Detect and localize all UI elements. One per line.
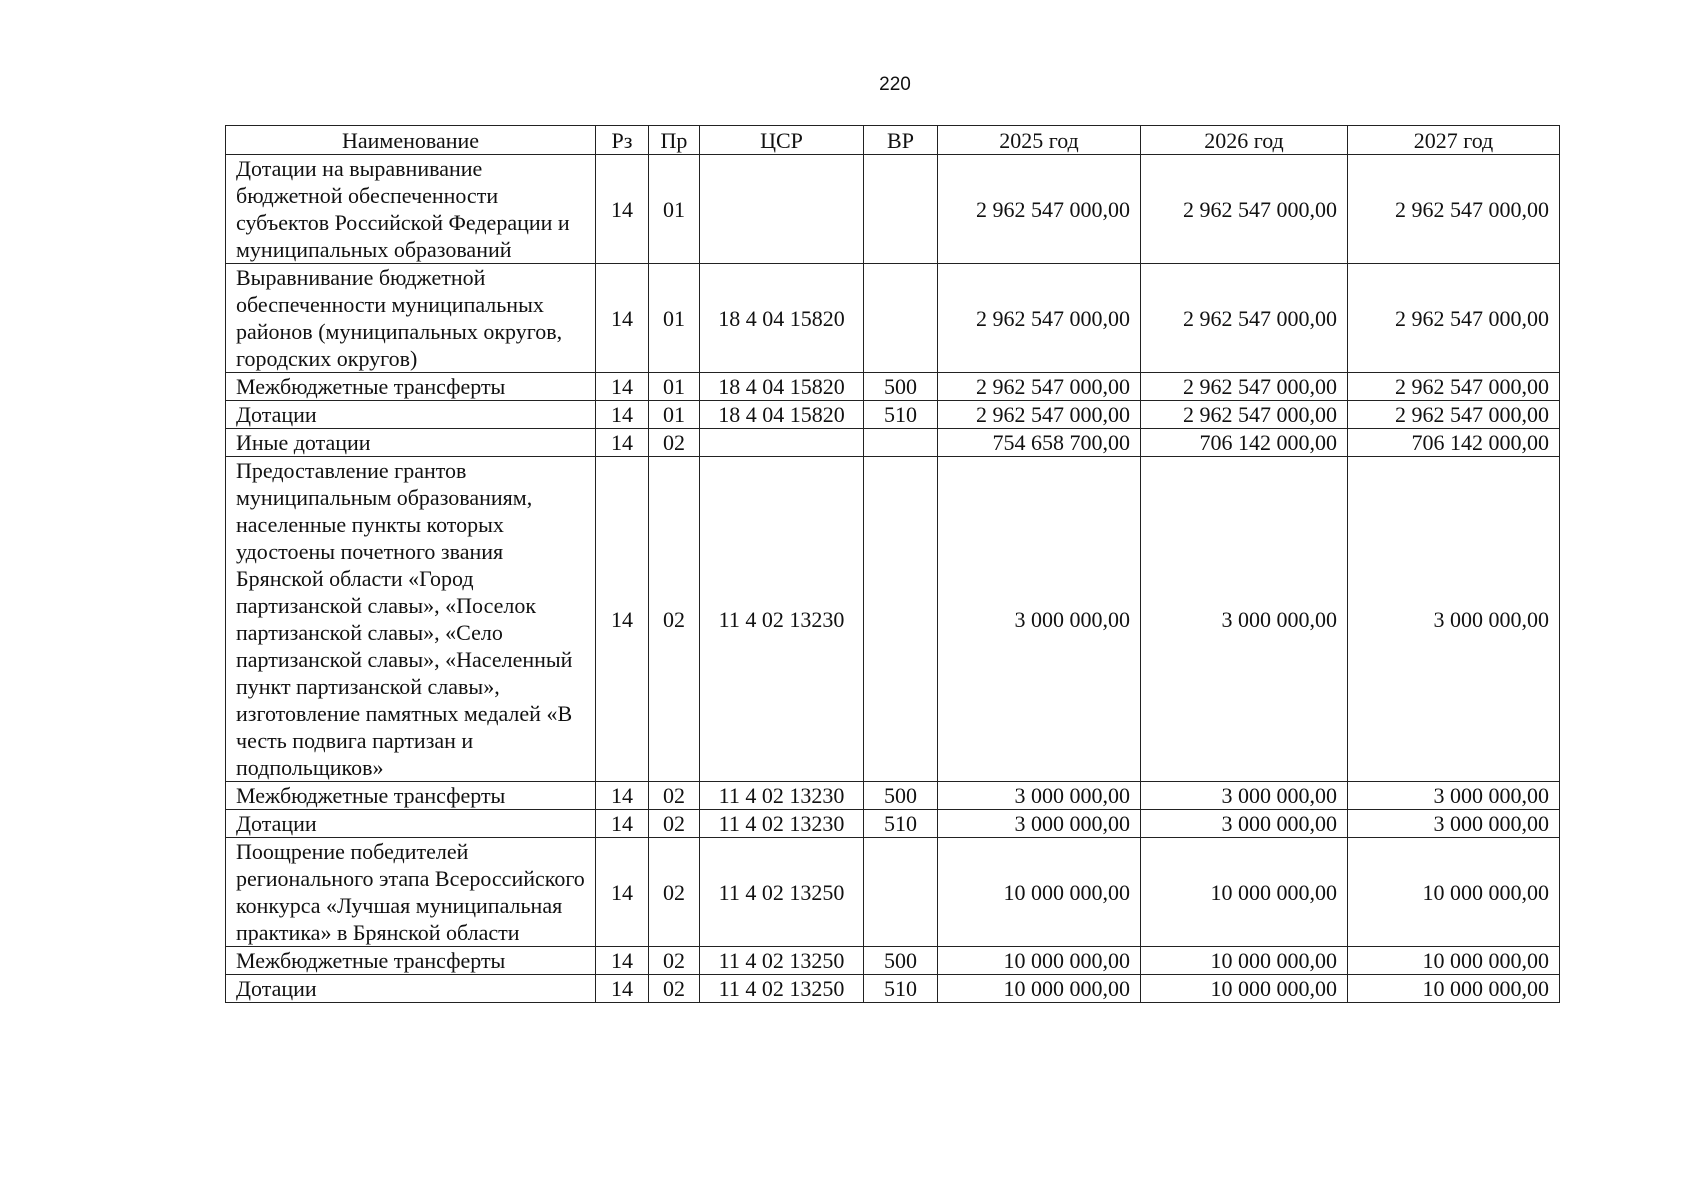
cell-name: Дотации на выравнивание бюджетной обеспеченности субъектов Российской Федерации и муниципальных образований (226, 155, 596, 264)
cell-2025: 2 962 547 000,00 (938, 373, 1141, 401)
cell-csr (700, 429, 864, 457)
table-row (226, 810, 1560, 838)
cell-2025: 2 962 547 000,00 (938, 264, 1141, 373)
cell-rz: 14 (596, 947, 649, 975)
cell-name: Межбюджетные трансферты (226, 373, 596, 401)
cell-pr: 02 (649, 947, 700, 975)
cell-vr (864, 429, 938, 457)
header-2026: 2026 год (1141, 126, 1348, 155)
cell-vr: 500 (864, 782, 938, 810)
cell-csr: 11 4 02 13250 (700, 947, 864, 975)
cell-2025: 10 000 000,00 (938, 838, 1141, 947)
cell-csr: 11 4 02 13230 (700, 457, 864, 782)
cell-rz: 14 (596, 457, 649, 782)
cell-pr: 01 (649, 155, 700, 264)
cell-vr: 510 (864, 401, 938, 429)
table-row (226, 155, 1560, 264)
table-row (226, 401, 1560, 429)
cell-vr: 510 (864, 975, 938, 1003)
cell-2025: 10 000 000,00 (938, 947, 1141, 975)
header-rz: Рз (596, 126, 649, 155)
cell-csr: 18 4 04 15820 (700, 401, 864, 429)
cell-name: Дотации (226, 401, 596, 429)
header-vr: ВР (864, 126, 938, 155)
cell-2026: 3 000 000,00 (1141, 810, 1348, 838)
cell-name: Межбюджетные трансферты (226, 782, 596, 810)
cell-rz: 14 (596, 838, 649, 947)
table-row (226, 264, 1560, 373)
cell-rz: 14 (596, 264, 649, 373)
cell-2025: 3 000 000,00 (938, 782, 1141, 810)
cell-2026: 10 000 000,00 (1141, 838, 1348, 947)
cell-pr: 01 (649, 401, 700, 429)
table-row (226, 457, 1560, 782)
cell-vr (864, 155, 938, 264)
cell-pr: 02 (649, 457, 700, 782)
cell-2025: 3 000 000,00 (938, 810, 1141, 838)
cell-rz: 14 (596, 782, 649, 810)
table-row (226, 975, 1560, 1003)
cell-rz: 14 (596, 401, 649, 429)
cell-csr: 11 4 02 13230 (700, 782, 864, 810)
table-row (226, 429, 1560, 457)
cell-pr: 02 (649, 975, 700, 1003)
cell-name: Межбюджетные трансферты (226, 947, 596, 975)
cell-2026: 3 000 000,00 (1141, 782, 1348, 810)
cell-pr: 02 (649, 429, 700, 457)
cell-2027: 2 962 547 000,00 (1348, 155, 1560, 264)
cell-2026: 2 962 547 000,00 (1141, 264, 1348, 373)
cell-2027: 706 142 000,00 (1348, 429, 1560, 457)
cell-2027: 10 000 000,00 (1348, 975, 1560, 1003)
table-header-row (226, 126, 1560, 155)
cell-2025: 10 000 000,00 (938, 975, 1141, 1003)
table-row (226, 782, 1560, 810)
cell-2026: 2 962 547 000,00 (1141, 401, 1348, 429)
cell-2027: 10 000 000,00 (1348, 838, 1560, 947)
cell-vr: 500 (864, 947, 938, 975)
table-row (226, 947, 1560, 975)
cell-csr: 18 4 04 15820 (700, 373, 864, 401)
cell-pr: 02 (649, 782, 700, 810)
cell-csr: 11 4 02 13250 (700, 975, 864, 1003)
cell-name: Предоставление грантов муниципальным образованиям, населенные пункты которых удостоены почетного звания Брянской области «Город партизанской славы», «Поселок партизанской славы», «Село партизанской славы», «Населенный пункт партизанской славы», изготовление памятных медалей «В честь подвига партизан и подпольщиков» (226, 457, 596, 782)
cell-rz: 14 (596, 429, 649, 457)
header-pr: Пр (649, 126, 700, 155)
cell-2027: 3 000 000,00 (1348, 810, 1560, 838)
cell-name: Поощрение победителей регионального этапа Всероссийского конкурса «Лучшая муниципальная практика» в Брянской области (226, 838, 596, 947)
cell-pr: 02 (649, 810, 700, 838)
cell-rz: 14 (596, 975, 649, 1003)
cell-2027: 2 962 547 000,00 (1348, 401, 1560, 429)
cell-vr: 500 (864, 373, 938, 401)
table-row (226, 373, 1560, 401)
cell-csr: 11 4 02 13250 (700, 838, 864, 947)
cell-2025: 2 962 547 000,00 (938, 155, 1141, 264)
header-csr: ЦСР (700, 126, 864, 155)
cell-pr: 01 (649, 264, 700, 373)
cell-csr: 11 4 02 13230 (700, 810, 864, 838)
cell-2026: 706 142 000,00 (1141, 429, 1348, 457)
header-2027: 2027 год (1348, 126, 1560, 155)
cell-2026: 3 000 000,00 (1141, 457, 1348, 782)
cell-pr: 01 (649, 373, 700, 401)
cell-2027: 2 962 547 000,00 (1348, 264, 1560, 373)
cell-2026: 10 000 000,00 (1141, 947, 1348, 975)
cell-rz: 14 (596, 373, 649, 401)
cell-2027: 10 000 000,00 (1348, 947, 1560, 975)
cell-name: Дотации (226, 975, 596, 1003)
cell-rz: 14 (596, 810, 649, 838)
cell-vr (864, 457, 938, 782)
header-2025: 2025 год (938, 126, 1141, 155)
cell-2026: 2 962 547 000,00 (1141, 373, 1348, 401)
cell-csr (700, 155, 864, 264)
cell-name: Выравнивание бюджетной обеспеченности муниципальных районов (муниципальных округов, городских округов) (226, 264, 596, 373)
cell-pr: 02 (649, 838, 700, 947)
cell-vr: 510 (864, 810, 938, 838)
cell-vr (864, 264, 938, 373)
cell-csr: 18 4 04 15820 (700, 264, 864, 373)
table-row (226, 838, 1560, 947)
cell-2027: 3 000 000,00 (1348, 457, 1560, 782)
cell-vr (864, 838, 938, 947)
cell-2025: 2 962 547 000,00 (938, 401, 1141, 429)
cell-name: Иные дотации (226, 429, 596, 457)
cell-rz: 14 (596, 155, 649, 264)
cell-2026: 2 962 547 000,00 (1141, 155, 1348, 264)
budget-table (225, 125, 1560, 1003)
cell-2027: 3 000 000,00 (1348, 782, 1560, 810)
page-number: 220 (879, 74, 911, 95)
cell-2025: 3 000 000,00 (938, 457, 1141, 782)
cell-2027: 2 962 547 000,00 (1348, 373, 1560, 401)
header-name: Наименование (226, 126, 596, 155)
cell-2026: 10 000 000,00 (1141, 975, 1348, 1003)
cell-2025: 754 658 700,00 (938, 429, 1141, 457)
cell-name: Дотации (226, 810, 596, 838)
